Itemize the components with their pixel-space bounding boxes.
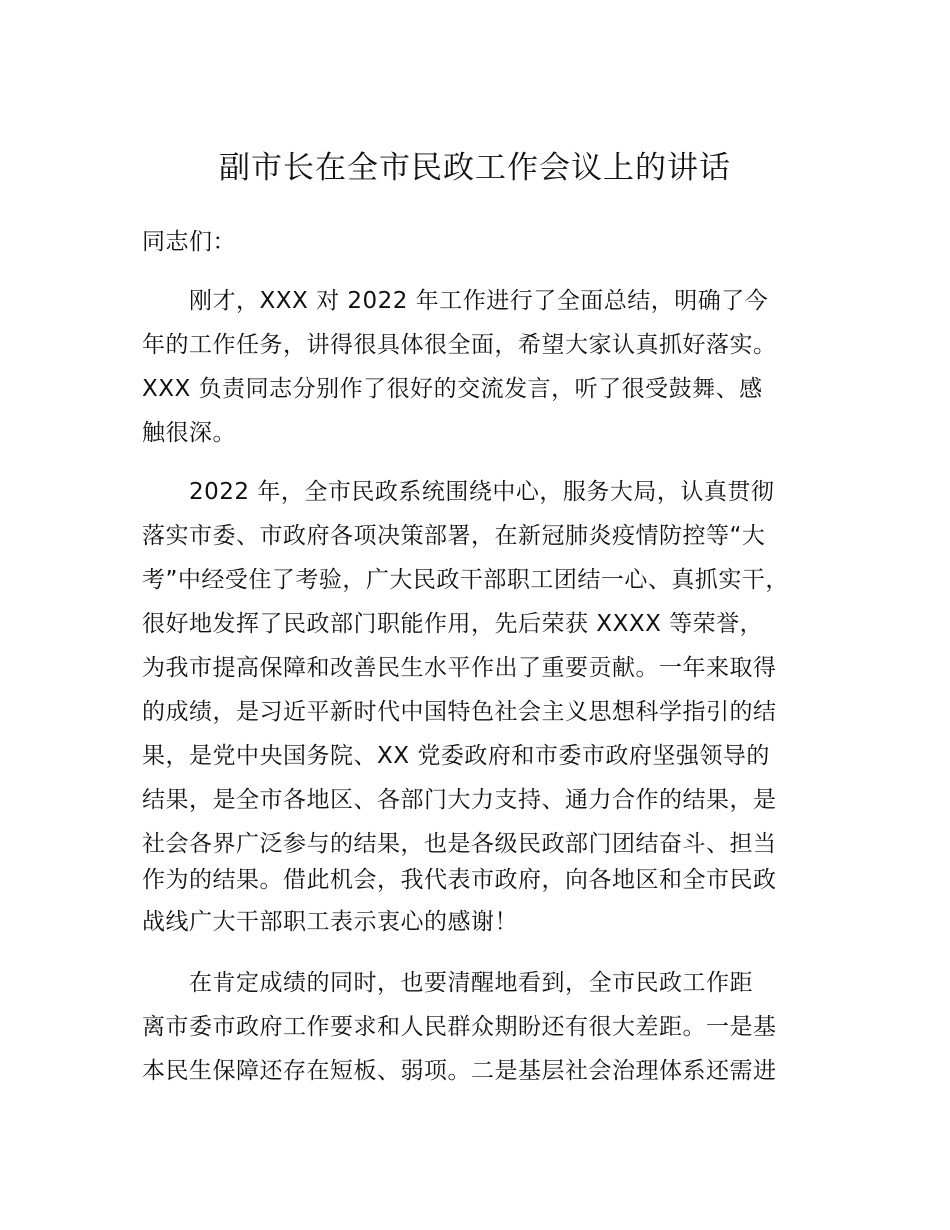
paragraph-2-line-9: 社会各界广泛参与的结果，也是各级民政部门团结奋斗、担当 (142, 831, 777, 857)
paragraph-2-line-7: 果，是党中央国务院、XX 党委政府和市委市政府坚强领导的 (142, 743, 770, 769)
paragraph-3-line-1: 在肯定成绩的同时，也要清醒地看到，全市民政工作距 (189, 970, 753, 996)
paragraph-2-line-6: 的成绩，是习近平新时代中国特色社会主义思想科学指引的结 (142, 699, 777, 725)
paragraph-2-line-2: 落实市委、市政府各项决策部署，在新冠肺炎疫情防控等“大 (142, 523, 766, 549)
paragraph-1-line-3: XXX 负责同志分别作了很好的交流发言，听了很受鼓舞、感 (142, 376, 763, 402)
salutation: 同志们： (142, 229, 236, 255)
document-title: 副市长在全市民政工作会议上的讲话 (219, 150, 731, 186)
paragraph-2-line-4: 很好地发挥了民政部门职能作用，先后荣获 XXXX 等荣誉， (142, 611, 764, 637)
paragraph-3-line-2: 离市委市政府工作要求和人民群众期盼还有很大差距。一是基 (142, 1014, 777, 1040)
paragraph-3-line-3: 本民生保障还存在短板、弱项。二是基层社会治理体系还需进 (142, 1058, 777, 1084)
paragraph-1-line-1: 刚才，XXX 对 2022 年工作进行了全面总结，明确了今 (189, 288, 769, 314)
paragraph-2-line-1: 2022 年，全市民政系统围绕中心，服务大局，认真贯彻 (189, 479, 775, 505)
paragraph-2-line-11: 战线广大干部职工表示衷心的感谢！ (142, 909, 518, 935)
paragraph-2-line-10: 作为的结果。借此机会，我代表市政府，向各地区和全市民政 (142, 867, 777, 893)
paragraph-1-line-4: 触很深。 (142, 420, 236, 446)
paragraph-2-line-5: 为我市提高保障和改善民生水平作出了重要贡献。一年来取得 (142, 655, 777, 681)
paragraph-2-line-3: 考”中经受住了考验，广大民政干部职工团结一心、真抓实干， (142, 567, 789, 593)
paragraph-1-line-2: 年的工作任务，讲得很具体很全面，希望大家认真抓好落实。 (142, 332, 777, 358)
paragraph-2-line-8: 结果，是全市各地区、各部门大力支持、通力合作的结果，是 (142, 787, 777, 813)
